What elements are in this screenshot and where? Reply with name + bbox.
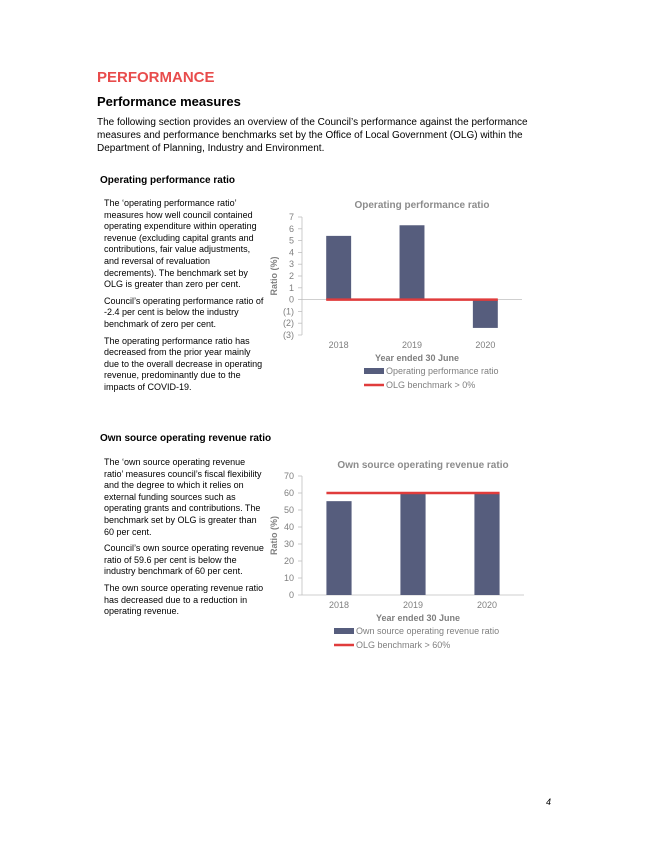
bar-2020: [473, 300, 498, 328]
chart-title: Own source operating revenue ratio: [337, 460, 509, 471]
bar-2019: [400, 493, 425, 595]
measure-paragraph: Council’s operating performance ratio of -2.4 per cent is below the industry benchmark of zero per cent.: [104, 295, 264, 329]
y-tick-label: 70: [283, 471, 294, 481]
legend-label-series: Operating performance ratio: [386, 366, 499, 376]
measure-heading-operating: Operating performance ratio: [100, 175, 236, 186]
measure-text-operating: [104, 198, 264, 399]
y-tick-label: 7: [288, 212, 294, 222]
y-tick-label: 0: [288, 294, 294, 305]
operating-performance-chart: [262, 195, 562, 405]
legend-label-series: Own source operating revenue ratio: [356, 626, 500, 636]
bar-2018: [326, 236, 351, 300]
legend-label-benchmark: OLG benchmark > 60%: [356, 640, 451, 650]
chart-title: Operating performance ratio: [354, 200, 490, 211]
subtitle: Performance measures: [97, 94, 241, 109]
legend-swatch-bar: [364, 368, 384, 374]
legend-label-benchmark: OLG benchmark > 0%: [386, 380, 476, 390]
x-tick-label: 2019: [401, 340, 423, 350]
intro-paragraph: The following section provides an overview of the Council’s performance against the performance measures and performance benchmarks set by the Office of Local Government (OLG) within the Department of Planning, Industry and Environment.: [97, 117, 528, 154]
measure-heading-own-source: Own source operating revenue ratio: [100, 433, 272, 444]
y-tick-label: 50: [283, 505, 294, 515]
x-tick-label: 2019: [402, 600, 424, 610]
x-tick-label: 2018: [328, 340, 349, 350]
legend-swatch-bar: [334, 628, 354, 634]
y-tick-label: 2: [288, 271, 294, 281]
y-tick-label: (2): [283, 318, 294, 329]
page-number: 4: [546, 797, 552, 807]
bar-2018: [326, 501, 351, 595]
x-tick-label: 2020: [476, 600, 498, 610]
y-tick-label: 5: [288, 235, 294, 246]
x-axis-label: Year ended 30 June: [375, 613, 461, 623]
bar-2020: [474, 494, 499, 595]
y-axis-label: Ratio (%): [269, 256, 279, 296]
measure-paragraph: The operating performance ratio has decreased from the prior year mainly due to the overall decrease in operating revenue, predominantly due to the impacts of COVID-19.: [104, 335, 263, 392]
bar-2019: [400, 225, 425, 299]
y-tick-label: 40: [283, 522, 294, 532]
y-axis-label: Ratio (%): [269, 516, 279, 555]
x-axis-label: Year ended 30 June: [374, 353, 460, 363]
measure-paragraph: The own source operating revenue ratio has decreased due to a reduction in operating revenue.: [104, 582, 264, 617]
measure-paragraph: Council’s own source operating revenue ratio of 59.6 per cent is below the industry benchmark of 60 per cent.: [104, 543, 264, 577]
y-tick-label: 30: [283, 539, 294, 549]
measure-paragraph: The ‘operating performance ratio’ measures how well council contained operating expenditure within operating revenue (excluding capital grants and contributions, fair value adjustments, and reversal of revaluation decrements). The benchmark set by OLG is greater than zero per cent.: [104, 198, 257, 290]
y-tick-label: (3): [283, 330, 294, 340]
y-tick-label: 6: [288, 223, 294, 234]
y-tick-label: 1: [288, 282, 294, 293]
y-tick-label: 3: [288, 259, 294, 270]
y-tick-label: (1): [283, 306, 294, 317]
y-tick-label: 10: [283, 573, 294, 583]
x-tick-label: 2018: [328, 600, 350, 610]
own-source-revenue-chart: [262, 455, 562, 660]
measure-text-own-source: [104, 457, 264, 623]
y-tick-label: 0: [288, 590, 294, 600]
y-tick-label: 4: [288, 247, 294, 258]
section-title: PERFORMANCE: [97, 69, 215, 86]
measure-paragraph: The ‘own source operating revenue ratio’ measures council’s fiscal flexibility and the degree to which it relies on external funding sources such as operating grants and contributions. The benchmark set by OLG is greater than 60 per cent.: [104, 457, 262, 537]
y-tick-label: 60: [283, 488, 294, 498]
x-tick-label: 2020: [475, 340, 496, 350]
y-tick-label: 20: [283, 556, 294, 566]
